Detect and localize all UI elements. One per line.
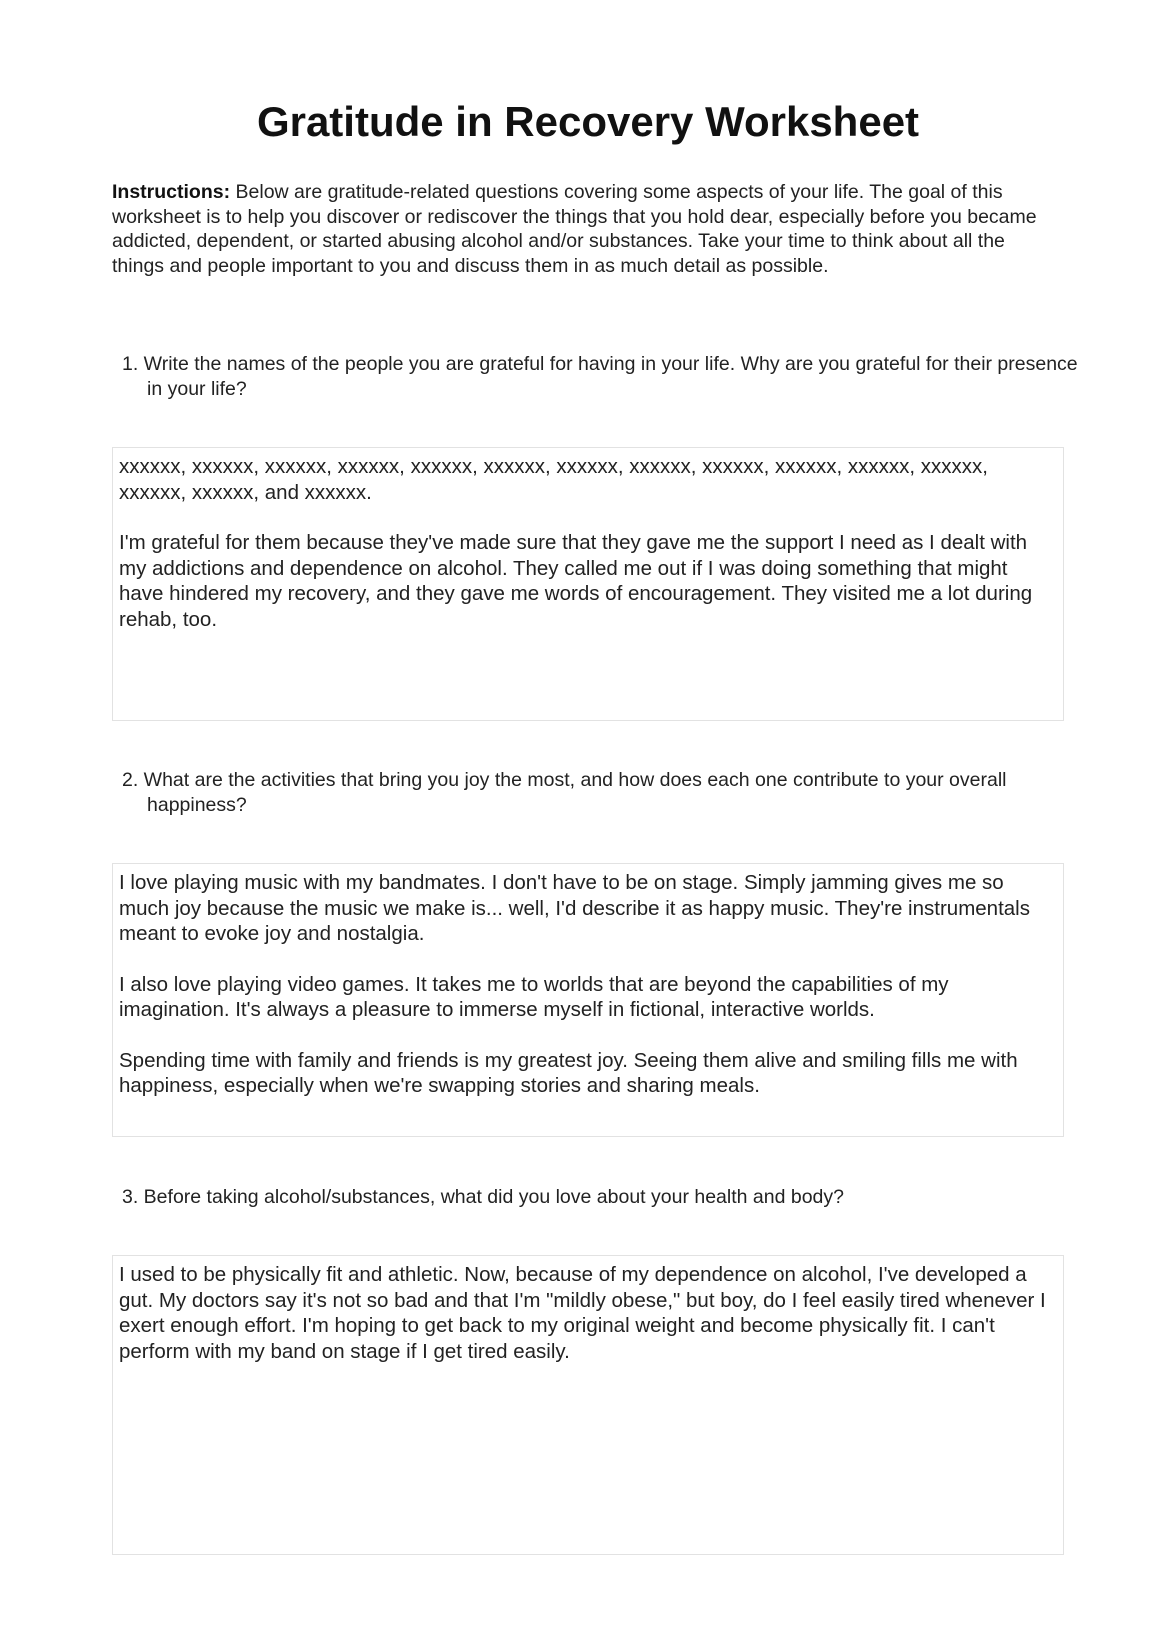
question-3: 3. Before taking alcohol/substances, what did you love about your health and body?: [122, 1186, 844, 1208]
answer-2-paragraph: Spending time with family and friends is my greatest joy. Seeing them alive and smiling fills me with happiness, especially when we're swapping stories and sharing meals.: [119, 1048, 1018, 1097]
question-1: 1. Write the names of the people you are grateful for having in your life. Why are you grateful for their presence in your life?: [122, 353, 1078, 400]
answer-1-paragraph: xxxxxx, xxxxxx, xxxxxx, xxxxxx, xxxxxx, xxxxxx, xxxxxx, xxxxxx, xxxxxx, xxxxxx, xxxxxx, xxxxxx, xxxxxx, xxxxxx, and xxxxxx.: [119, 455, 988, 504]
instructions: [112, 180, 1052, 278]
answer-box-1[interactable]: [112, 447, 1064, 721]
answer-1-paragraph: I'm grateful for them because they've made sure that they gave me the support I need as I dealt with my addictions and dependence on alcohol. They called me out if I was doing something that might have hindered my recovery, and they gave me words of encouragement. They visited me a lot during rehab, too.: [119, 531, 1033, 631]
answer-3-paragraph: I used to be physically fit and athletic. Now, because of my dependence on alcohol, I've developed a gut. My doctors say it's not so bad and that I'm "mildly obese," but boy, do I feel easily tired whenever I exert enough effort. I'm hoping to get back to my original weight and become physically fit. I can't perform with my band on stage if I get tired easily.: [119, 1263, 1046, 1363]
instructions-text: Below are gratitude-related questions covering some aspects of your life. The goal of this worksheet is to help you discover or rediscover the things that you hold dear, especially before you became addicted, dependent, or started abusing alcohol and/or substances. Take your time to think about all the things and people important to you and discuss them in as much detail as possible.: [112, 181, 1037, 277]
question-2: 2. What are the activities that bring you joy the most, and how does each one contribute to your overall happiness?: [122, 769, 1007, 816]
page-title: Gratitude in Recovery Worksheet: [256, 98, 920, 145]
answer-box-3[interactable]: [112, 1255, 1064, 1555]
answer-2-paragraph: I also love playing video games. It takes me to worlds that are beyond the capabilities of my imagination. It's always a pleasure to immerse myself in fictional, interactive worlds.: [119, 972, 949, 1021]
instructions-label: Instructions:: [112, 181, 231, 203]
answer-2-paragraph: I love playing music with my bandmates. I don't have to be on stage. Simply jamming gives me so much joy because the music we make is... well, I'd describe it as happy music. They're instrumentals meant to evoke joy and nostalgia.: [119, 871, 1030, 945]
answer-box-2[interactable]: [112, 863, 1064, 1137]
